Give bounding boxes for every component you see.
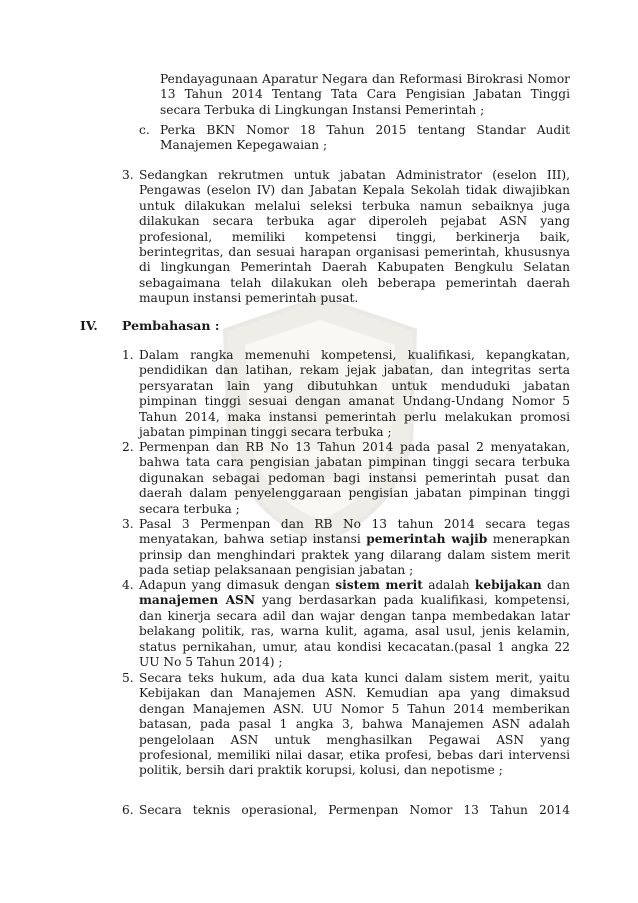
item-c-marker: c. bbox=[139, 123, 150, 137]
list-item-4-text: Adapun yang dimasuk dengan sistem merit adalah kebijakan dan manajemen ASN yang berdasarkan pada kualifikasi, kompetensi, dan kinerja secara adil dan wajar dengan tanpa membedakan latar belakang politik, ras, warna kulit, agama, asal usul, jenis kelamin, status pernikahan, umur, atau kondisi kecacatan.(pasal 1 angka 22 UU No 5 Tahun 2014) ; bbox=[139, 578, 570, 670]
intro-text: Pendayagunaan Aparatur Negara dan Reformasi Birokrasi Nomor 13 Tahun 2014 Tentang Tata Cara Pengisian Jabatan Tinggi secara Terbuka di Lingkungan Instansi Pemerintah ; bbox=[160, 72, 570, 117]
item-c-text: Perka BKN Nomor 18 Tahun 2015 tentang Standar Audit Manajemen Kepegawaian ; bbox=[160, 123, 570, 153]
emphasis-pemerintah-wajib: pemerintah wajib bbox=[366, 532, 488, 547]
list-item-1-marker: 1. bbox=[122, 348, 134, 362]
list-item-4-marker: 4. bbox=[122, 578, 134, 592]
emphasis-kebijakan: kebijakan bbox=[474, 578, 542, 592]
list-item-6-marker: 6. bbox=[122, 803, 134, 817]
list-item-3-text: Pasal 3 Permenpan dan RB No 13 tahun 2014 secara tegas menyatakan, bahwa setiap instansi pemerintah wajib menerapkan prinsip dan menghindari praktek yang dilarang dalam sistem merit pada setiap pelaksanaan pengisian jabatan ; bbox=[139, 517, 570, 578]
list-item-5-text: Secara teks hukum, ada dua kata kunci dalam sistem merit, yaitu Kebijakan dan Manajemen ASN. Kemudian apa yang dimaksud dengan Manajemen ASN. UU Nomor 5 Tahun 2014 memberikan batasan, pada pasal 1 angka 3, bahwa Manajemen ASN adalah pengelolaan ASN untuk menghasilkan Pegawai ASN yang profesional, memiliki nilai dasar, etika profesi, bebas dari intervensi politik, bersih dari praktik korupsi, kolusi, dan nepotisme ; bbox=[139, 671, 570, 778]
section-title: Pembahasan : bbox=[122, 318, 220, 333]
list-item-2-text: Permenpan dan RB No 13 Tahun 2014 pada pasal 2 menyatakan, bahwa tata cara pengisian jabatan pimpinan tinggi secara terbuka digunakan sebagai pedoman bagi instansi pemerintah pusat dan daerah dalam penyelenggaraan pengisian jabatan pimpinan tinggi secara terbuka ; bbox=[139, 440, 570, 516]
list-item-5-marker: 5. bbox=[122, 671, 134, 685]
list-item-6-text: Secara teknis operasional, Permenpan Nomor 13 Tahun 2014 bbox=[139, 803, 570, 817]
intro-paragraph bbox=[160, 72, 570, 118]
item-3-marker: 3. bbox=[122, 168, 134, 182]
emphasis-manajemen-asn: manajemen ASN bbox=[139, 593, 255, 608]
item-3-text: Sedangkan rekrutmen untuk jabatan Administrator (eselon III), Pengawas (eselon IV) dan Jabatan Kepala Sekolah tidak diwajibkan untuk dilakukan melalui seleksi terbuka namun sebaiknya juga dilakukan secara terbuka agar diperoleh pejabat ASN yang profesional, memiliki kompetensi tinggi, berkinerja baik, berintegritas, dan sesuai harapan organisasi pemerintah, khususnya di lingkungan Pemerintah Daerah Kabupaten Bengkulu Selatan sebagaimana telah dilakukan oleh beberapa pemerintah daerah maupun instansi pemerintah pusat. bbox=[139, 168, 570, 306]
emphasis-sistem-merit: sistem merit bbox=[335, 578, 423, 592]
list-item-3-marker: 3. bbox=[122, 517, 134, 531]
section-number: IV. bbox=[80, 318, 98, 333]
list-item-2-marker: 2. bbox=[122, 440, 134, 454]
list-item-1-text: Dalam rangka memenuhi kompetensi, kualifikasi, kepangkatan, pendidikan dan latihan, rekam jejak jabatan, dan integritas serta persyaratan lain yang dibutuhkan untuk menduduki jabatan pimpinan tinggi sesuai dengan amanat Undang-Undang Nomor 5 Tahun 2014, maka instansi pemerintah perlu melakukan promosi jabatan pimpinan tinggi secara terbuka ; bbox=[139, 348, 570, 440]
